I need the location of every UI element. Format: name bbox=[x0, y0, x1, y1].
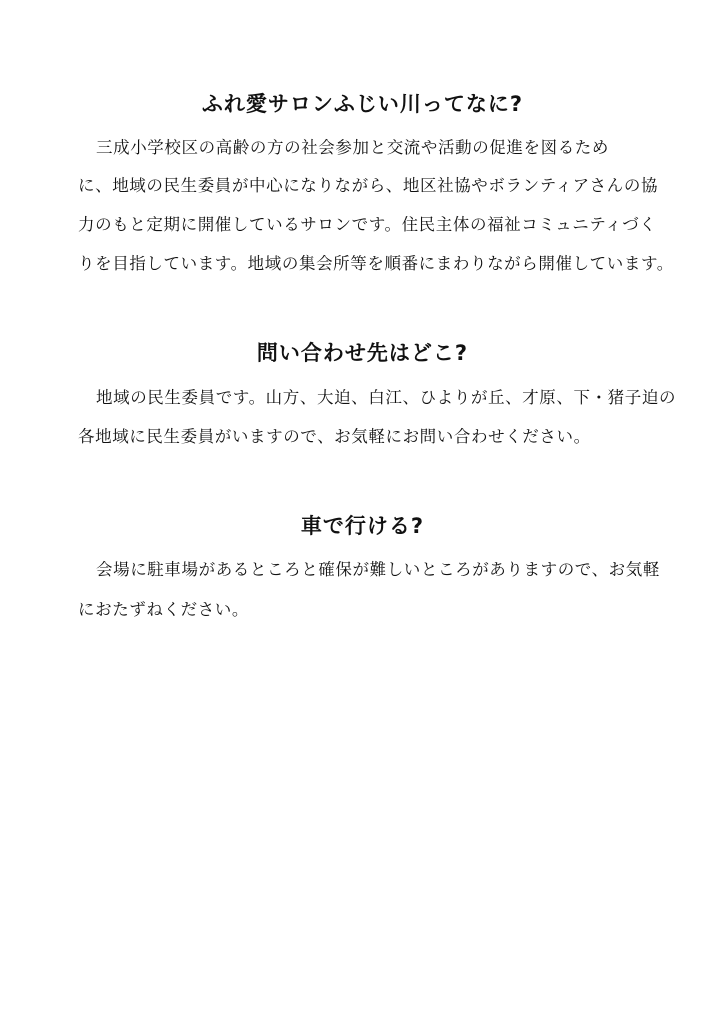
paragraph-line: 地域の民生委員です。山方、大迫、白江、ひよりが丘、才原、下・猪子迫の bbox=[96, 388, 677, 407]
section-title-what-is-salon: ふれ愛サロンふじい川ってなに? bbox=[201, 92, 524, 116]
paragraph-line: りを目指しています。地域の集会所等を順番にまわりながら開催しています。 bbox=[78, 254, 674, 273]
paragraph-line: 各地域に民生委員がいますので、お気軽にお問い合わせください。 bbox=[78, 427, 591, 446]
paragraph-line: に、地域の民生委員が中心になりながら、地区社協やボランティアさんの協 bbox=[78, 176, 659, 195]
paragraph-line: におたずねください。 bbox=[78, 600, 249, 619]
paragraph-line: 力のもと定期に開催しているサロンです。住民主体の福祉コミュニティづく bbox=[78, 215, 657, 234]
paragraph-line: 会場に駐車場があるところと確保が難しいところがありますので、お気軽 bbox=[96, 560, 660, 579]
paragraph-line: 三成小学校区の高齢の方の社会参加と交流や活動の促進を図るため bbox=[96, 138, 609, 157]
section-title-by-car: 車で行ける? bbox=[300, 514, 425, 538]
section-title-contact: 問い合わせ先はどこ? bbox=[256, 341, 469, 365]
